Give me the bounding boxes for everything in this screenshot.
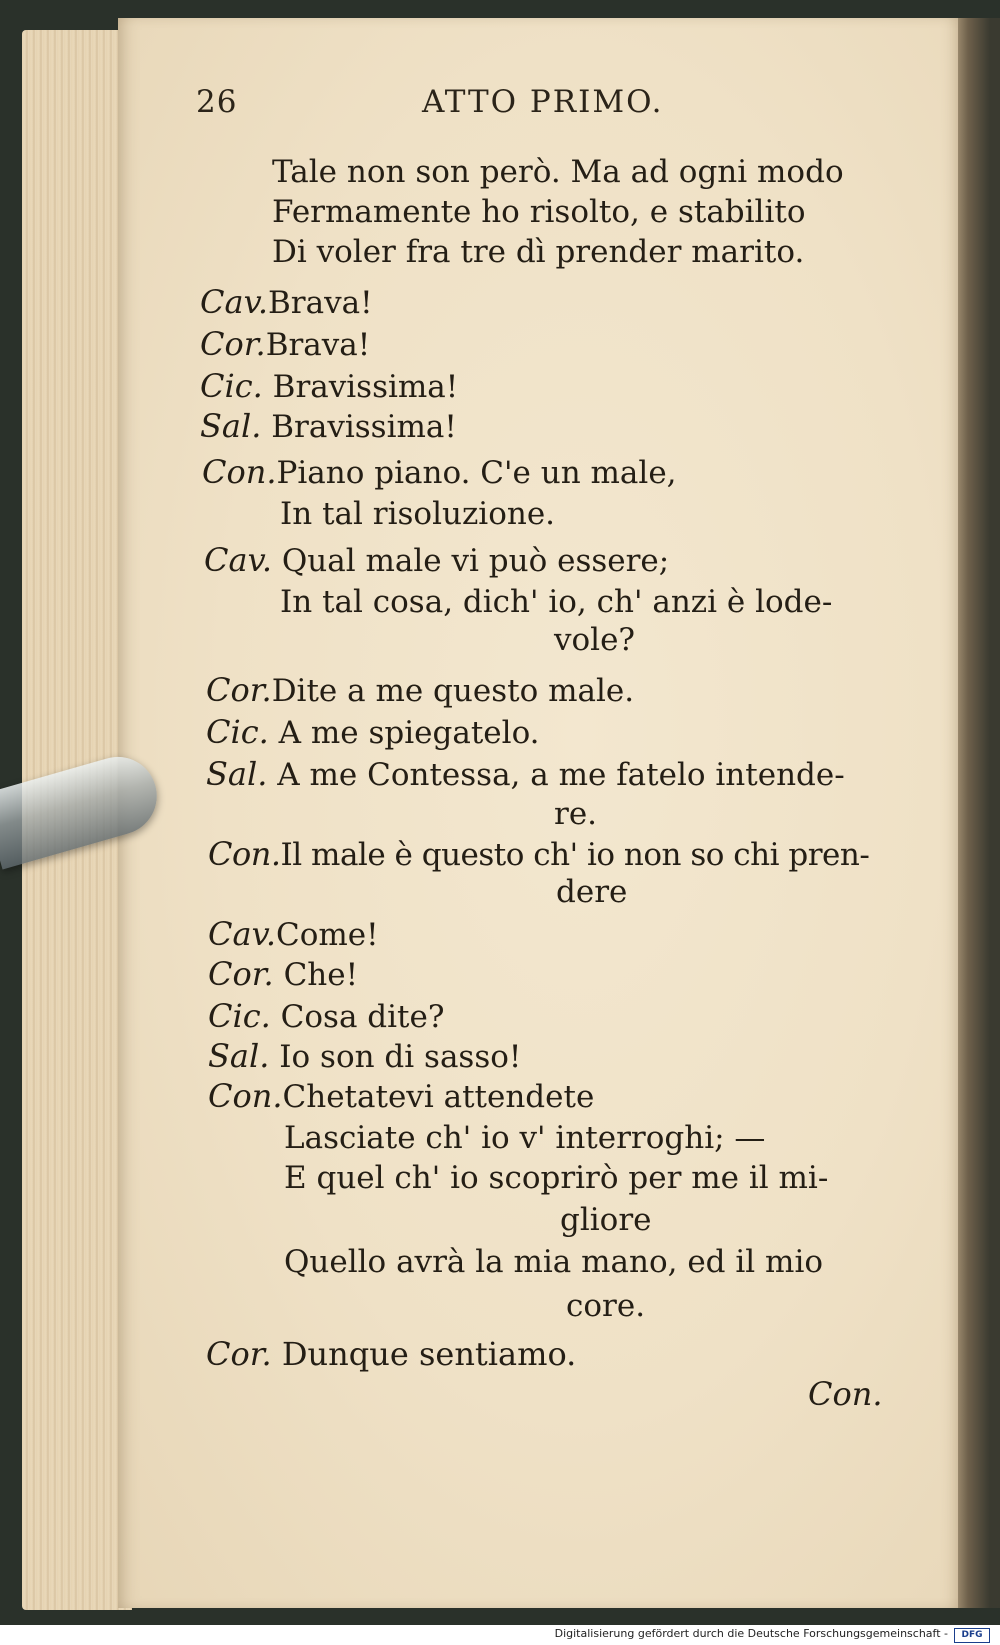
catchword: Con. xyxy=(808,1375,883,1413)
text-line: Lasciate ch' io v' interroghi; — xyxy=(284,1120,766,1156)
dialogue-line: Cav.Come! xyxy=(208,915,379,953)
dialogue-line: Sal. A me Contessa, a me fatelo intende- xyxy=(206,755,845,793)
text-line: In tal cosa, dich' io, ch' anzi è lode- xyxy=(280,584,833,620)
dialogue-line: Cor.Brava! xyxy=(200,325,371,363)
speaker-label: Cor. xyxy=(208,955,274,993)
speaker-label: Cav. xyxy=(200,283,269,321)
text-line: E quel ch' io scoprirò per me il mi- xyxy=(284,1160,829,1196)
text-line: gliore xyxy=(560,1202,652,1238)
dialogue-line: Cic. Bravissima! xyxy=(200,367,459,405)
speaker-label: Con. xyxy=(202,453,277,491)
text-line: core. xyxy=(566,1288,646,1324)
speaker-label: Cic. xyxy=(208,997,271,1035)
page-header xyxy=(196,84,916,124)
speaker-label: Cor. xyxy=(206,671,272,709)
speaker-label: Sal. xyxy=(200,407,262,445)
dialogue-line: Con.Chetatevi attendete xyxy=(208,1077,595,1115)
dialogue-line: Cav.Brava! xyxy=(200,283,373,321)
text-line: re. xyxy=(554,796,598,832)
dialogue-line: Cor. Che! xyxy=(208,955,359,993)
dialogue-line: Cic. Cosa dite? xyxy=(208,997,445,1035)
book-page: ‎ ‎ ‎ xyxy=(118,18,958,1608)
speaker-label: Sal. xyxy=(208,1037,270,1075)
speaker-label: Cic. xyxy=(200,367,263,405)
text-line: Fermamente ho risolto, e stabilito xyxy=(272,194,806,230)
running-head: ATTO PRIMO. xyxy=(422,84,664,120)
dialogue-line: Cav. Qual male vi può essere; xyxy=(204,541,670,579)
text-line: Quello avrà la mia mano, ed il mio xyxy=(284,1244,824,1280)
dialogue-line: Cic. A me spiegatelo. xyxy=(206,713,540,751)
speaker-label: Cor. xyxy=(200,325,266,363)
dialogue-line: Sal. Io son di sasso! xyxy=(208,1037,522,1075)
dfg-logo: DFG xyxy=(954,1628,990,1643)
text-line: dere xyxy=(556,874,628,910)
text-line: Tale non son però. Ma ad ogni modo xyxy=(272,154,844,190)
dialogue-line: Sal. Bravissima! xyxy=(200,407,457,445)
page-number: 26 xyxy=(196,84,238,120)
funding-credit: Digitalisierung gefördert durch die Deutsche Forschungsgemeinschaft - xyxy=(554,1627,948,1640)
speaker-label: Con. xyxy=(208,835,281,873)
dialogue-line: Cor.Dite a me questo male. xyxy=(206,671,635,709)
speaker-label: Cor. xyxy=(206,1335,272,1373)
speaker-label: Cav. xyxy=(208,915,277,953)
speaker-label: Con. xyxy=(208,1077,283,1115)
speaker-label: Cav. xyxy=(204,541,273,579)
text-line: Di voler fra tre dì prender marito. xyxy=(272,234,805,270)
speaker-label: Cic. xyxy=(206,713,269,751)
text-line: In tal risoluzione. xyxy=(280,496,556,532)
digitization-footer xyxy=(0,1625,1000,1645)
speaker-label: Sal. xyxy=(206,755,268,793)
dialogue-line: Con.Il male è questo ch' io non so chi pren- xyxy=(208,835,870,873)
dialogue-line: Con.Piano piano. C'e un male, xyxy=(202,453,677,491)
dialogue-line: Cor. Dunque sentiamo. xyxy=(206,1335,577,1373)
text-line: vole? xyxy=(554,622,636,658)
